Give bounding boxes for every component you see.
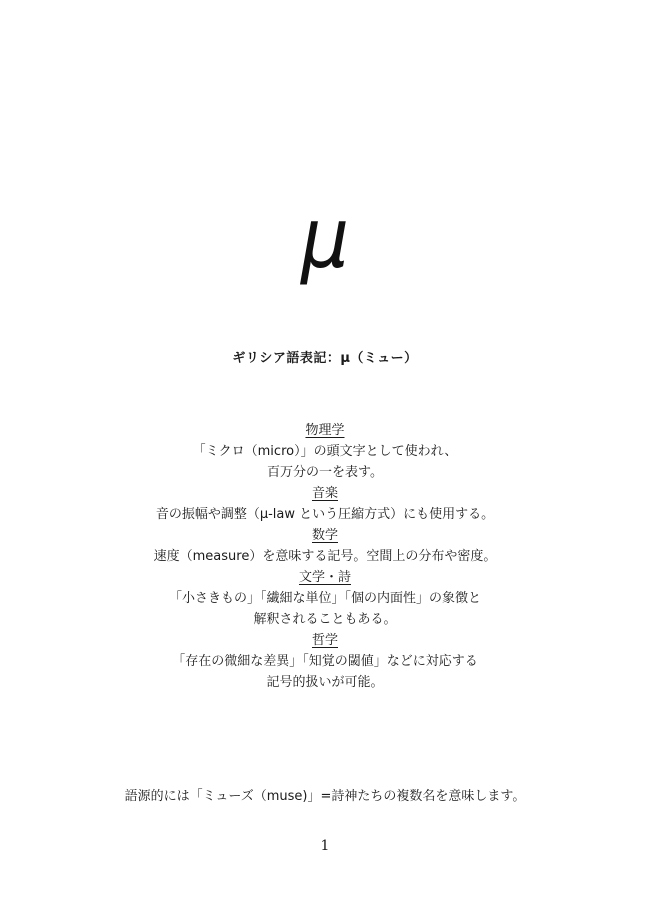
- greek-notation-subtitle: ギリシア語表記：μ（ミュー）: [232, 351, 418, 366]
- section-heading: 哲学: [311, 633, 338, 648]
- section-heading: 数学: [311, 528, 338, 543]
- section-text-line: 「小さきもの」「繊細な単位」「個の内面性」の象徴と: [168, 591, 481, 606]
- section-music: [0, 483, 650, 525]
- section-text-line: 音の振幅や調整（μ-law という圧縮方式）にも使用する。: [155, 507, 495, 522]
- section-physics: [0, 420, 650, 483]
- section-mathematics: [0, 525, 650, 567]
- section-heading: 文学・詩: [298, 570, 351, 585]
- section-text-line: 「ミクロ（micro）」の頭文字として使われ、: [192, 444, 458, 459]
- section-philosophy: [0, 630, 650, 693]
- etymology-note: 語源的には「ミューズ（muse)」=詩神たちの複数名を意味します。: [124, 789, 526, 804]
- page-number: 1: [320, 838, 330, 854]
- section-text-line: 解釈されることもある。: [253, 612, 397, 627]
- section-text-line: 速度（measure）を意味する記号。空間上の分布や密度。: [153, 549, 497, 564]
- section-text-line: 百万分の一を表す。: [267, 465, 383, 480]
- mu-symbol: μ: [300, 189, 350, 287]
- section-text-line: 「存在の微細な差異」「知覚の閾値」などに対応する: [172, 654, 478, 669]
- section-text-line: 記号的扱いが可能。: [266, 675, 384, 690]
- section-heading: 音楽: [311, 486, 338, 501]
- section-heading: 物理学: [305, 423, 345, 438]
- section-literature-poetry: [0, 567, 650, 630]
- definition-sections: [0, 420, 650, 693]
